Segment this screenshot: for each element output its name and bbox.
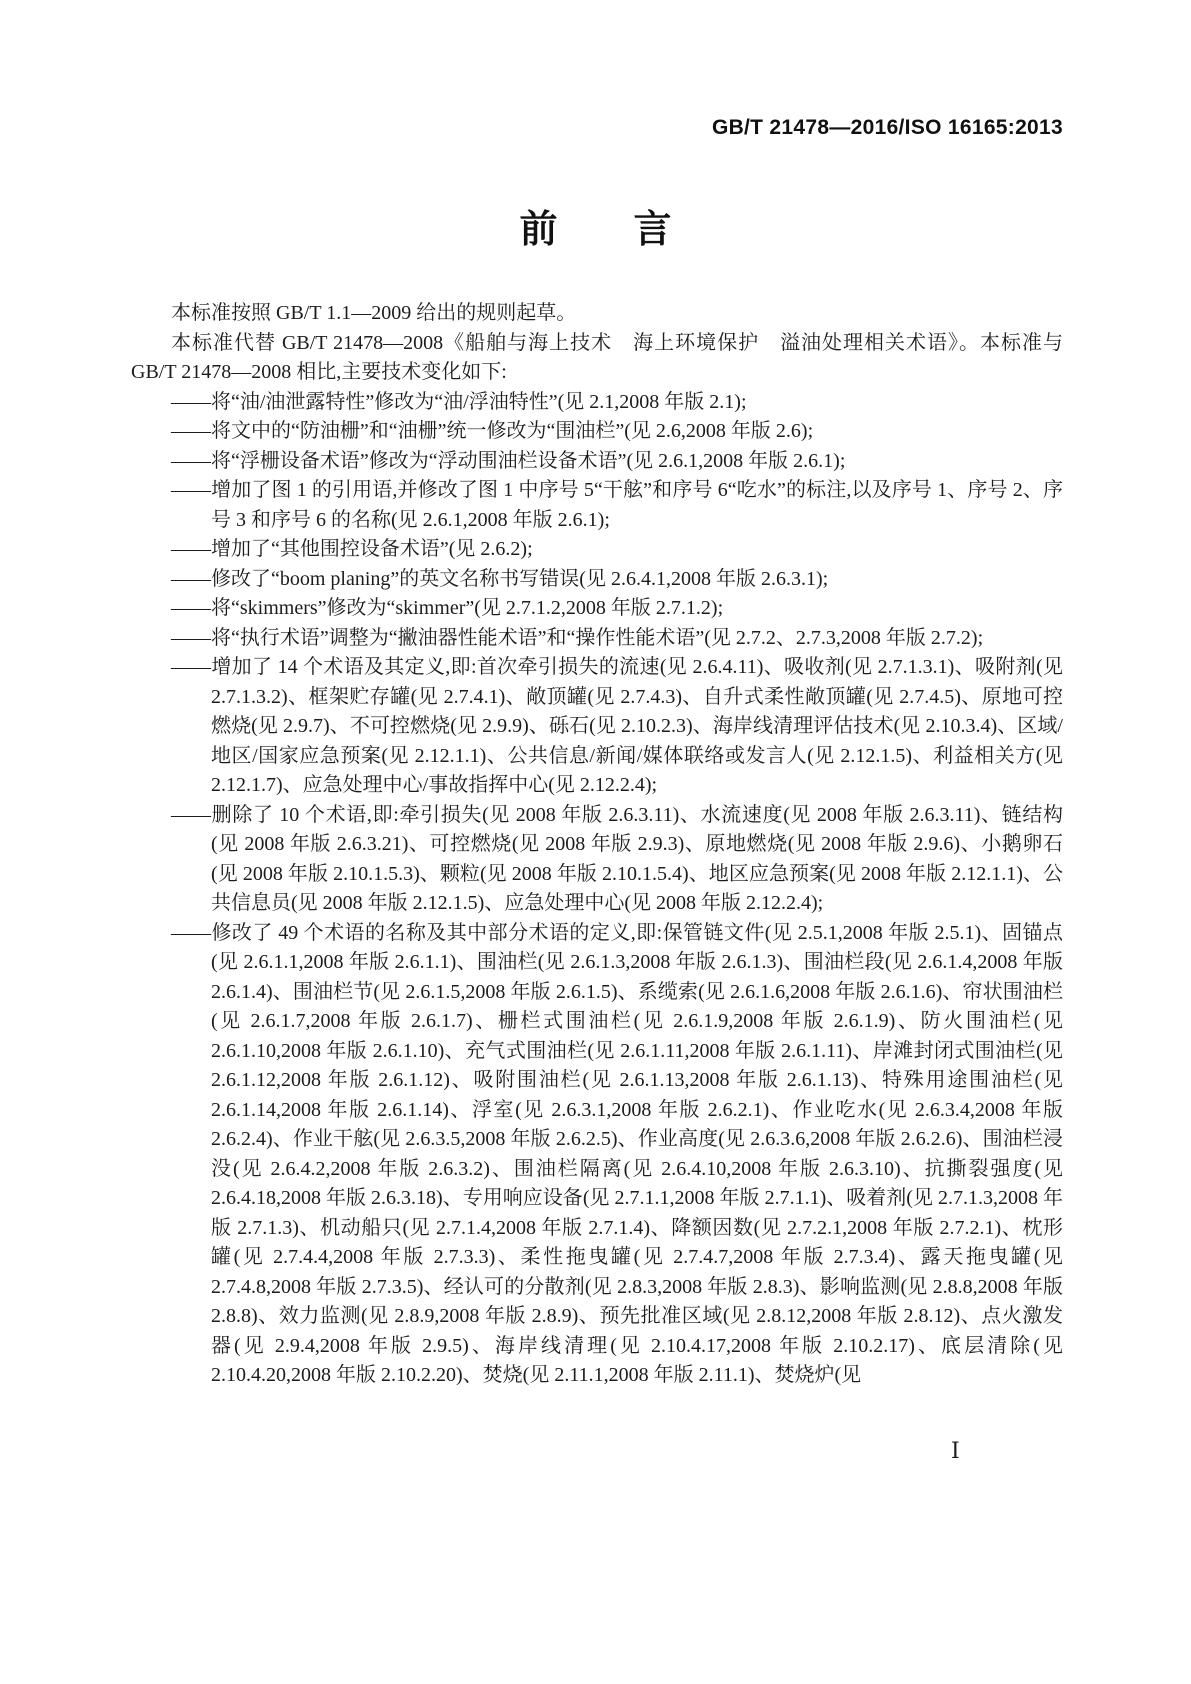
change-list-item: ——将“油/油泄露特性”修改为“油/浮油特性”(见 2.1,2008 年版 2.1);	[171, 390, 747, 413]
paragraph: 本标准按照 GB/T 1.1—2009 给出的规则起草。	[171, 302, 577, 324]
change-list-item: ——增加了“其他围控设备术语”(见 2.6.2);	[171, 538, 533, 560]
change-list-item: ——增加了图 1 的引用语,并修改了图 1 中序号 5“干舷”和序号 6“吃水”的标注,以及序号 1、序号 2、序号 3 和序号 6 的名称(见 2.6.1,2008 年版 2.6.1);	[171, 479, 1063, 531]
document-body	[131, 299, 1063, 1391]
change-list-item: ——将文中的“防油栅”和“油栅”统一修改为“围油栏”(见 2.6,2008 年版 2.6);	[171, 420, 814, 442]
paragraph: 本标准代替 GB/T 21478—2008《船舶与海上技术 海上环境保护 溢油处理相关术语》。本标准与 GB/T 21478—2008 相比,主要技术变化如下:	[131, 331, 1063, 383]
page-title: 前 言	[519, 209, 672, 251]
change-list-item: ——修改了 49 个术语的名称及其中部分术语的定义,即:保管链文件(见 2.5.1,2008 年版 2.5.1)、固锚点(见 2.6.1.1,2008 年版 2.6.1.1)、围油栏(见 2.6.1.3,2008 年版 2.6.1.3)、围油栏段(见 2.6.1.4,2008 年版 2.6.1.4)、围油栏节(见 2.6.1.5,2008 年版 2.6.1.5)、系缆索(见 2.6.1.6,2008 年版 2.6.1.6)、帘状围油栏(见 2.6.1.7,2008 年版 2.6.1.7)、栅栏式围油栏(见 2.6.1.9,2008 年版 2.6.1.9)、防火围油栏(见 2.6.1.10,2008 年版 2.6.1.10)、充气式围油栏(见 2.6.1.11,2008 年版 2.6.1.11)、岸滩封闭式围油栏(见 2.6.1.12,2008 年版 2.6.1.12)、吸附围油栏(见 2.6.1.13,2008 年版 2.6.1.13)、特殊用途围油栏(见 2.6.1.14,2008 年版 2.6.1.14)、浮室(见 2.6.3.1,2008 年版 2.6.2.1)、作业吃水(见 2.6.3.4,2008 年版 2.6.2.4)、作业干舷(见 2.6.3.5,2008 年版 2.6.2.5)、作业高度(见 2.6.3.6,2008 年版 2.6.2.6)、围油栏浸没(见 2.6.4.2,2008 年版 2.6.3.2)、围油栏隔离(见 2.6.4.10,2008 年版 2.6.3.10)、抗撕裂强度(见 2.6.4.18,2008 年版 2.6.3.18)、专用响应设备(见 2.7.1.1,2008 年版 2.7.1.1)、吸着剂(见 2.7.1.3,2008 年版 2.7.1.3)、机动船只(见 2.7.1.4,2008 年版 2.7.1.4)、降额因数(见 2.7.2.1,2008 年版 2.7.2.1)、枕形罐(见 2.7.4.4,2008 年版 2.7.3.3)、柔性拖曳罐(见 2.7.4.7,2008 年版 2.7.3.4)、露天拖曳罐(见 2.7.4.8,2008 年版 2.7.3.5)、经认可的分散剂(见 2.8.3,2008 年版 2.8.3)、影响监测(见 2.8.8,2008 年版 2.8.8)、效力监测(见 2.8.9,2008 年版 2.8.9)、预先批准区域(见 2.8.12,2008 年版 2.8.12)、点火激发器(见 2.9.4,2008 年版 2.9.5)、海岸线清理(见 2.10.4.17,2008 年版 2.10.2.17)、底层清除(见 2.10.4.20,2008 年版 2.10.2.20)、焚烧(见 2.11.1,2008 年版 2.11.1)、焚烧炉(见	[171, 921, 1063, 1386]
change-list-item: ——删除了 10 个术语,即:牵引损失(见 2008 年版 2.6.3.11)、水流速度(见 2008 年版 2.6.3.11)、链结构(见 2008 年版 2.6.3.21)、可控燃烧(见 2008 年版 2.9.3)、原地燃烧(见 2008 年版 2.9.6)、小鹅卵石(见 2008 年版 2.10.1.5.3)、颗粒(见 2008 年版 2.10.1.5.4)、地区应急预案(见 2008 年版 2.12.1.1)、公共信息员(见 2008 年版 2.12.1.5)、应急处理中心(见 2008 年版 2.12.2.4);	[171, 803, 1063, 914]
change-list-item: ——将“skimmers”修改为“skimmer”(见 2.7.1.2,2008 年版 2.7.1.2);	[171, 597, 724, 619]
change-list-item: ——增加了 14 个术语及其定义,即:首次牵引损失的流速(见 2.6.4.11)、吸收剂(见 2.7.1.3.1)、吸附剂(见 2.7.1.3.2)、框架贮存罐(见 2.7.4.1)、敞顶罐(见 2.7.4.3)、自升式柔性敞顶罐(见 2.7.4.5)、原地可控燃烧(见 2.9.7)、不可控燃烧(见 2.9.9)、砾石(见 2.10.2.3)、海岸线清理评估技术(见 2.10.3.4)、区域/地区/国家应急预案(见 2.12.1.1)、公共信息/新闻/媒体联络或发言人(见 2.12.1.5)、利益相关方(见 2.12.1.7)、应急处理中心/事故指挥中心(见 2.12.2.4);	[171, 656, 1063, 796]
change-list-item: ——将“执行术语”调整为“撇油器性能术语”和“操作性能术语”(见 2.7.2、2.7.3,2008 年版 2.7.2);	[171, 626, 984, 649]
page-number: Ⅰ	[951, 1438, 960, 1463]
standard-number: GB/T 21478—2016/ISO 16165:2013	[711, 116, 1063, 139]
change-list-item: ——修改了“boom planing”的英文名称书写错误(见 2.6.4.1,2008 年版 2.6.3.1);	[171, 567, 829, 590]
change-list-item: ——将“浮栅设备术语”修改为“浮动围油栏设备术语”(见 2.6.1,2008 年版 2.6.1);	[171, 449, 846, 472]
